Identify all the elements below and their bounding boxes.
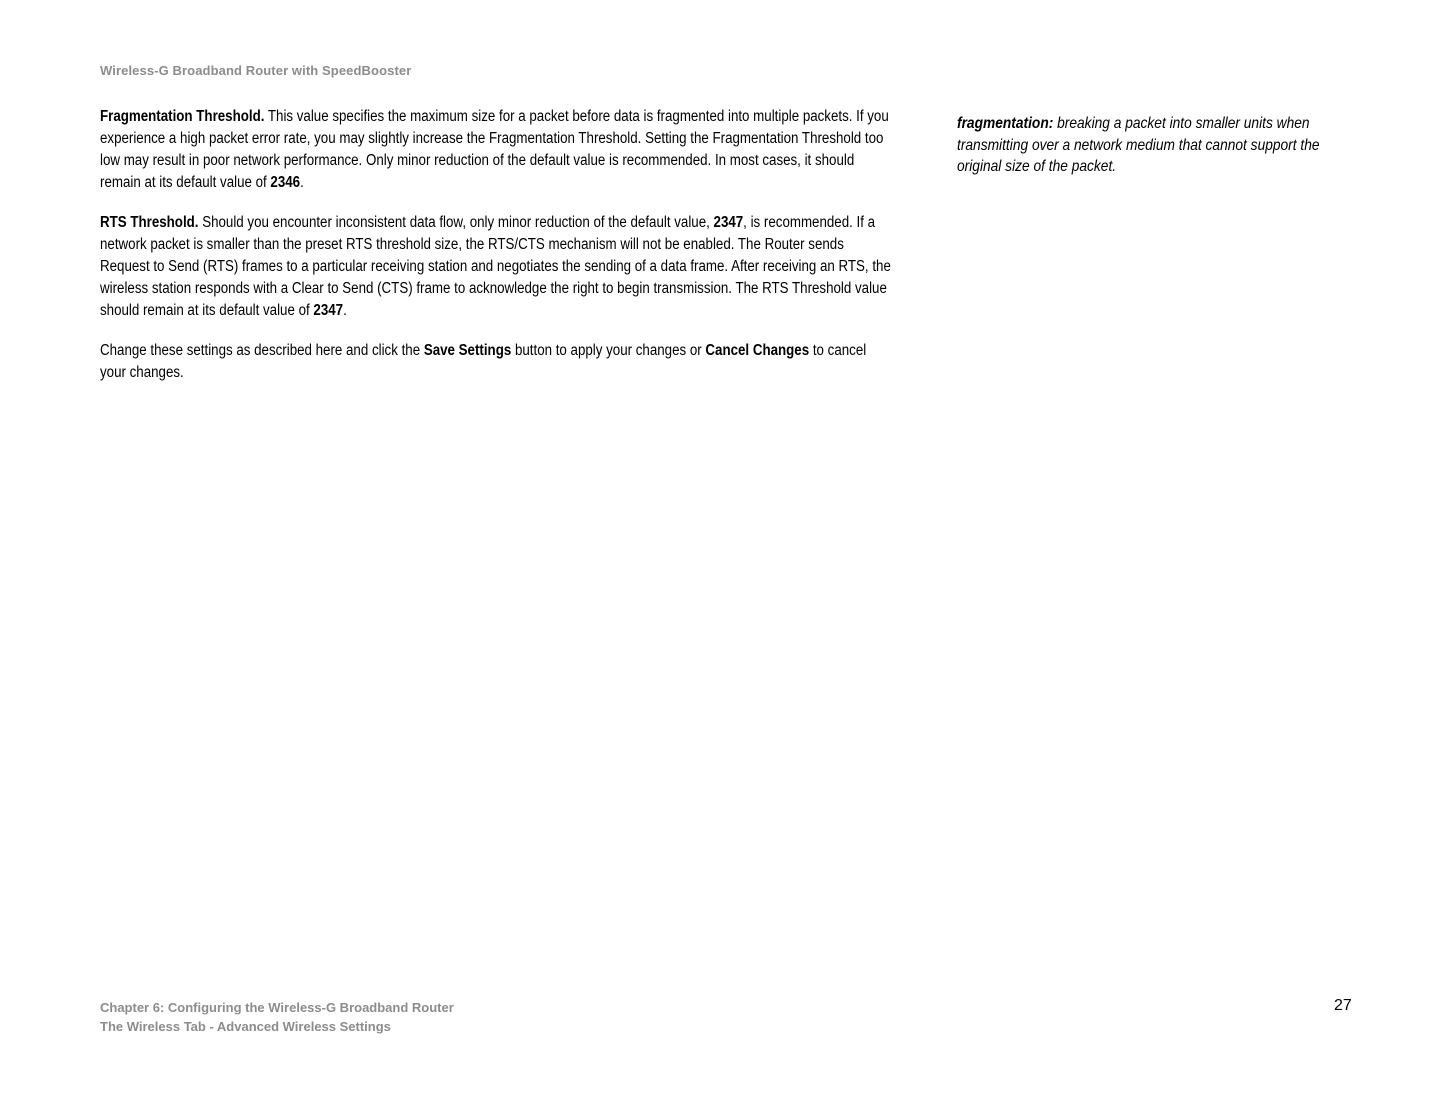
rts-threshold-paragraph — [100, 212, 895, 322]
fragmentation-end: . — [300, 174, 304, 191]
save-settings-label: Save Settings — [423, 342, 512, 359]
fragmentation-default-value: 2346 — [270, 174, 301, 191]
footer-chapter: Chapter 6: Configuring the Wireless-G Broadband Router — [100, 1000, 454, 1015]
glossary-sidebar — [957, 113, 1327, 178]
rts-threshold-term: RTS Threshold. — [100, 214, 199, 231]
fragmentation-threshold-term: Fragmentation Threshold. — [100, 108, 265, 125]
rts-end: . — [343, 302, 347, 319]
fragmentation-threshold-text: This value specifies the maximum size for a packet before data is fragmented into multiple packets. If you experience a high packet error rate, you may slightly increase the Fragmentation Threshold. Setting the Fragmentation Threshold too low may result in poor network performance. Only minor reduction of the default value is recommended. In most cases, it should remain at its default value of — [100, 108, 889, 191]
page-number: 27 — [1334, 997, 1352, 1014]
rts-threshold-text-1: Should you encounter inconsistent data flow, only minor reduction of the default value, — [198, 214, 714, 231]
glossary-term: fragmentation: — [957, 115, 1054, 132]
rts-default-value-1: 2347 — [713, 214, 744, 231]
fragmentation-threshold-paragraph — [100, 106, 895, 194]
footer — [100, 998, 454, 1036]
change-settings-paragraph — [100, 340, 895, 384]
main-column — [100, 106, 895, 402]
rts-default-value-2: 2347 — [313, 302, 344, 319]
footer-section: The Wireless Tab - Advanced Wireless Settings — [100, 1019, 391, 1034]
change-text-3: to cancel your changes. — [100, 342, 867, 381]
change-text-1: Change these settings as described here and click the — [100, 342, 424, 359]
running-header: Wireless-G Broadband Router with SpeedBooster — [100, 63, 412, 78]
glossary-definition: breaking a packet into smaller units when transmitting over a network medium that cannot support the original size of the packet. — [957, 115, 1320, 175]
cancel-changes-label: Cancel Changes — [705, 342, 810, 359]
change-text-2: button to apply your changes or — [511, 342, 706, 359]
rts-threshold-text-2: , is recommended. If a network packet is smaller than the preset RTS threshold size, the RTS/CTS mechanism will not be enabled. The Router sends Request to Send (RTS) frames to a particular receiving station and negotiates the sending of a data frame. After receiving an RTS, the wireless station responds with a Clear to Send (CTS) frame to acknowledge the right to begin transmission. The RTS Threshold value should remain at its default value of — [100, 214, 891, 319]
